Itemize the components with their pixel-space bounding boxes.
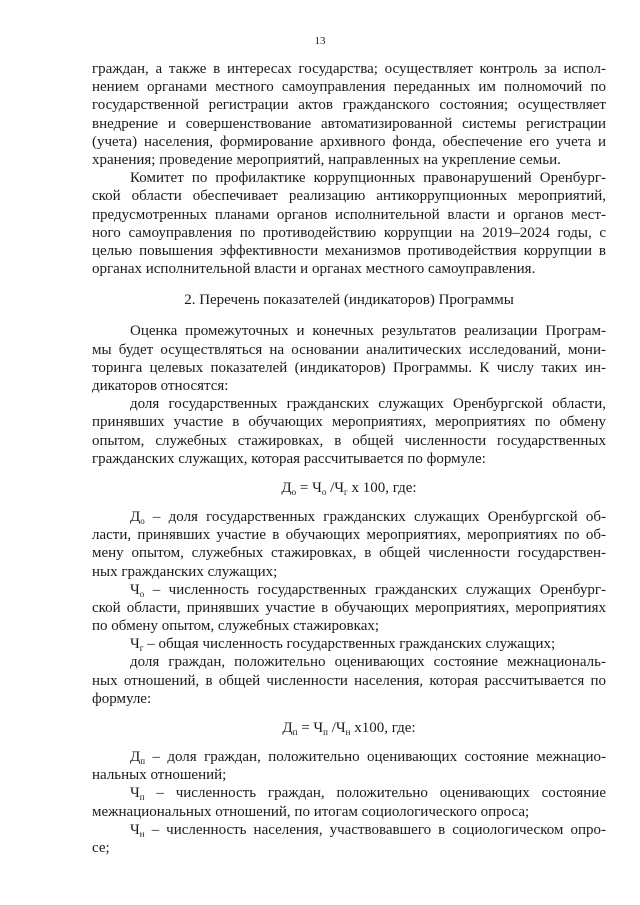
text-line: мы будет осуществляться на основании аналитических исследований, мони- — [92, 341, 606, 358]
text-line: $Ч_п$ – численность граждан, положительно оценивающих состояние — [130, 785, 606, 803]
definition-dp — [92, 748, 606, 784]
text-line: (учета) населения, формирование архивного фонда, обеспечение его учета и — [92, 133, 606, 150]
text-line: доля граждан, положительно оценивающих состояние межнациональ- — [130, 654, 606, 671]
text-line: Комитет по профилактике коррупционных правонарушений Оренбург- — [130, 170, 606, 187]
text-line: Оценка промежуточных и конечных результатов реализации Програм- — [130, 323, 606, 340]
text-line: внедрение и совершенствование автоматизированной системы регистрации — [92, 115, 606, 132]
section-heading: 2. Перечень показателей (индикаторов) Программы — [184, 292, 514, 309]
text-line: дикаторов относятся: — [92, 378, 229, 394]
text-line: ных отношений, в общей численности населения, которая рассчитывается по — [92, 672, 606, 689]
text-line: се; — [92, 839, 110, 856]
text-line: по обмену опытом, служебных стажировках; — [92, 618, 380, 635]
text-line: $Ч_н$ – численность населения, участвовавшего в социологическом опро- — [130, 821, 606, 839]
text-line: ской области обеспечивает реализацию антикоррупционных мероприятий, — [92, 188, 606, 205]
text-line: ской области, принявших участие в обучающих мероприятиях, мероприятиях — [92, 599, 606, 616]
formula-share-positive: $Д_п = Ч_п$ $/Ч_н$ х100, где: — [282, 720, 416, 737]
formula-share-trained: $Д_о = Ч_о$ $/Ч_г$ х 100, где: — [281, 479, 417, 497]
definition-chn — [92, 821, 606, 857]
paragraph-3 — [92, 322, 606, 395]
text-line: $Ч_о$ – численность государственных гражданских служащих Оренбург- — [130, 581, 606, 599]
text-line: ных гражданских служащих; — [92, 563, 278, 580]
text-line: хранения; проведение мероприятий, направленных на укрепление семьи. — [92, 151, 561, 168]
paragraph-5 — [92, 653, 606, 708]
text-line: нальных отношений; — [92, 767, 227, 784]
text-line: $Д_о$ – доля государственных гражданских служащих Оренбургской об- — [130, 508, 606, 526]
definition-chp — [92, 784, 606, 820]
text-line: гражданских служащих, которая рассчитывается по формуле: — [92, 450, 486, 467]
definition-cho — [92, 581, 606, 636]
text-line: межнациональных отношений, по итогам социологического опроса; — [92, 803, 530, 820]
text-line: принявших участие в обучающих мероприятиях, мероприятиях по обмену — [92, 414, 606, 431]
text-line: целью повышения эффективности механизмов противодействия коррупции в — [92, 242, 606, 259]
text-line: органах исполнительной власти и органах местного самоуправления. — [92, 261, 536, 278]
definition-chg — [92, 635, 606, 653]
text-line: нением органами местного самоуправления переданных им полномочий по — [92, 79, 606, 96]
text-line: мену опытом, служебных стажировках, в общей численности государствен- — [92, 545, 606, 562]
text-line: $Ч_г$ – общая численность государственных гражданских служащих; — [130, 636, 556, 654]
paragraph-4 — [92, 395, 606, 468]
text-line: предусмотренных планами органов исполнительной власти и органов мест- — [92, 206, 606, 223]
text-line: государственной регистрации актов гражданского состояния; осуществляет — [92, 97, 606, 114]
paragraph-2 — [92, 169, 606, 278]
page-number: 13 — [314, 35, 326, 47]
paragraph-1 — [92, 60, 606, 169]
text-line: формуле: — [92, 690, 152, 707]
text-line: торинга целевых показателей (индикаторов) Программы. К числу таких ин- — [92, 359, 606, 376]
definition-do — [92, 508, 606, 581]
text-line: граждан, а также в интересах государства; осуществляет контроль за испол- — [92, 61, 606, 77]
text-line: ласти, принявших участие в обучающих мероприятиях, мероприятиях по об- — [92, 527, 606, 544]
text-line: $Д_п$ – доля граждан, положительно оценивающих состояние межнацио- — [130, 749, 606, 766]
text-line: ного самоуправления по противодействию коррупции на 2019–2024 годы, с — [92, 224, 606, 241]
text-line: доля государственных гражданских служащих Оренбургской области, — [130, 396, 606, 413]
document-body — [92, 60, 606, 857]
text-line: опытом, служебных стажировках, в общей численности государственных — [92, 432, 606, 449]
